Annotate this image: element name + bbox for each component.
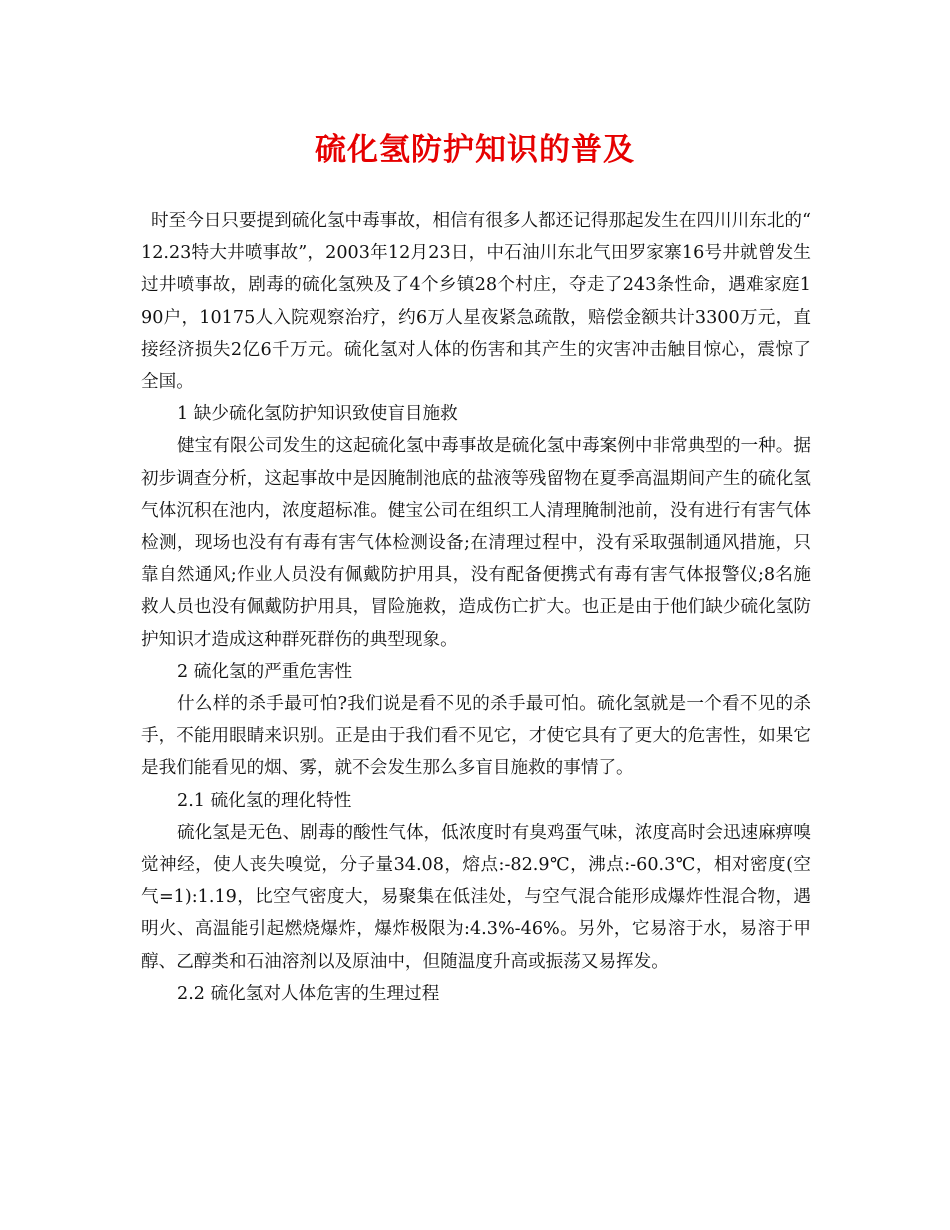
section-heading-2: 2 硫化氢的严重危害性: [177, 661, 353, 682]
section-heading-2-1: 2.1 硫化氢的理化特性: [177, 790, 352, 811]
section-heading-2-2: 2.2 硫化氢对人体危害的生理过程: [177, 983, 440, 1004]
section-heading-1: 1 缺少硫化氢防护知识致使盲目施救: [177, 404, 458, 425]
section-2-paragraph: 什么样的杀手最可怕?我们说是看不见的杀手最可怕。硫化氢就是一个看不见的杀手，不能用眼睛来识别。正是由于我们看不见它，才使它具有了更大的危害性，如果它是我们能看见的烟、雾，就不会发生那么多盲目施救的事情了。: [141, 694, 811, 779]
section-1-paragraph: 健宝有限公司发生的这起硫化氢中毒事故是硫化氢中毒案例中非常典型的一种。据初步调查分析，这起事故中是因腌制池底的盐液等残留物在夏季高温期间产生的硫化氢气体沉积在池内，浓度超标准。健宝公司在组织工人清理腌制池前，没有进行有害气体检测，现场也没有有毒有害气体检测设备;在清理过程中，没有采取强制通风措施，只靠自然通风;作业人员没有佩戴防护用具，没有配备便携式有毒有害气体报警仪;8名施救人员也没有佩戴防护用具，冒险施救，造成伤亡扩大。也正是由于他们缺少硫化氢防护知识才造成这种群死群伤的典型现象。: [141, 436, 811, 650]
document-title: 硫化氢防护知识的普及: [315, 132, 635, 168]
intro-paragraph: 时至今日只要提到硫化氢中毒事故，相信有很多人都还记得那起发生在四川川东北的“12.23特大井喷事故”，2003年12月23日，中石油川东北气田罗家寨16号井就曾发生过井喷事故，剧毒的硫化氢殃及了4个乡镇28个村庄，夺走了243条性命，遇难家庭190户，10175人入院观察治疗，约6万人星夜紧急疏散，赔偿金额共计3300万元，直接经济损失2亿6千万元。硫化氢对人体的伤害和其产生的灾害冲击触目惊心，震惊了全国。: [141, 211, 811, 393]
section-2-1-paragraph: 硫化氢是无色、剧毒的酸性气体，低浓度时有臭鸡蛋气味，浓度高时会迅速麻痹嗅觉神经，使人丧失嗅觉，分子量34.08，熔点:-82.9℃，沸点:-60.3℃，相对密度(空气=1):1.19，比空气密度大，易聚集在低洼处，与空气混合能形成爆炸性混合物，遇明火、高温能引起燃烧爆炸，爆炸极限为:4.3%-46%。另外，它易溶于水，易溶于甲醇、乙醇类和石油溶剂以及原油中，但随温度升高或振荡又易挥发。: [141, 822, 811, 972]
document-body: [141, 205, 811, 1010]
